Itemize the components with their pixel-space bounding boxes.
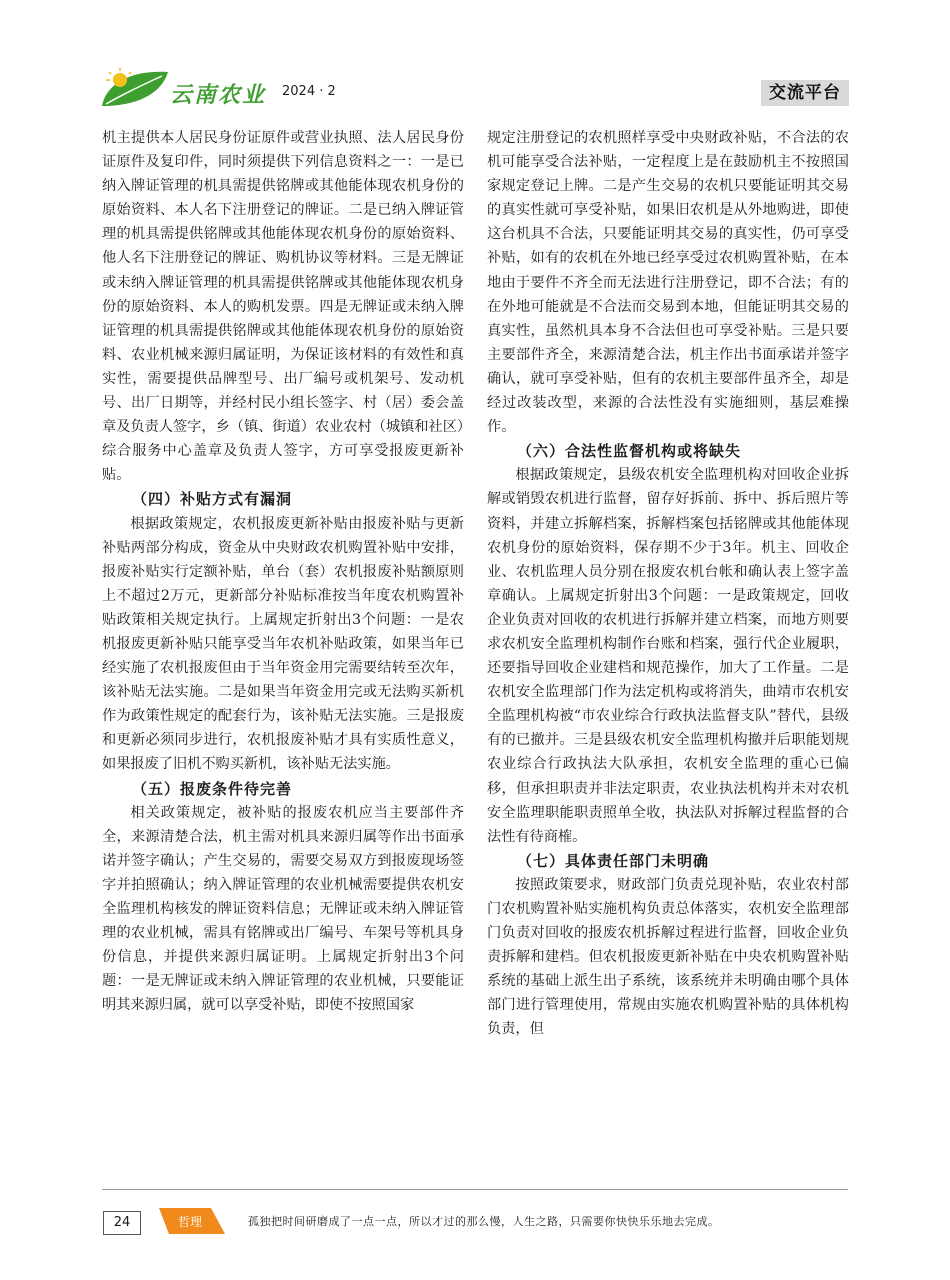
section-heading: （六）合法性监督机构或将缺失 bbox=[517, 442, 742, 461]
body-paragraph: 相关政策规定，被补贴的报废农机应当主要部件齐全，来源清楚合法，机主需对机具来源归属等作出书面承诺并签字确认；产生交易的，需要交易双方到报废现场签字并拍照确认；纳入牌证管理的农业机械需要提供农机安全监理机构核发的牌证资料信息；无牌证或未纳入牌证管理的农业机械，需具有铭牌或出厂编号、车架号等机具身份信息，并提供来源归属证明。上属规定折射出3个问题：一是无牌证或未纳入牌证管理的农业机械，只要能证明其来源归属，就可以享受补贴，即使不按照国家 bbox=[102, 804, 464, 1014]
page-header bbox=[0, 0, 950, 120]
issue-number: 2024 · 2 bbox=[282, 84, 336, 99]
body-paragraph: 根据政策规定，县级农机安全监理机构对回收企业拆解或销毁农机进行监督，留存好拆前、拆中、拆后照片等资料，并建立拆解档案，拆解档案包括铭牌或其他能体现农机身份的原始资料，保存期不少于3年。机主、回收企业、农机监理人员分别在报废农机台帐和确认表上签字盖章确认。上属规定折射出3个问题：一是政策规定，回收企业负责对回收的农机进行拆解并建立档案，而地方则要求农机安全监理机构制作台账和档案，强行代企业履职，还要指导回收企业建档和规范操作，加大了工作量。二是农机安全监理部门作为法定机构或将消失，曲靖市农机安全监理机构被“市农业综合行政执法监督支队”替代，县级有的已撤并。三是县级农机安全监理机构撤并后职能划规农业综合行政执法大队承担，农机安全监理的重心已偏移，但承担职责并非法定职责，农业执法机构并未对农机安全监理职能职责照单全收，执法队对拆解过程监督的合法性有待商榷。 bbox=[487, 467, 849, 845]
page-number: 24 bbox=[103, 1211, 141, 1235]
left-text-column bbox=[102, 126, 464, 1017]
body-paragraph: 按照政策要求，财政部门负责兑现补贴，农业农村部门农机购置补贴实施机构负责总体落实，农机安全监理部门负责对回收的报废农机拆解过程进行监督，回收企业负责拆解和建档。但农机报废更新补贴在中央农机购置补贴系统的基础上派生出子系统，该系统并未明确由哪个具体部门进行管理使用，常规由实施农机购置补贴的具体机构负责，但 bbox=[487, 876, 849, 1038]
column-title: 交流平台 bbox=[761, 80, 849, 106]
footer-divider bbox=[102, 1189, 848, 1190]
section-heading: （七）具体责任部门未明确 bbox=[517, 851, 710, 870]
footer-motto: 孤独把时间研磨成了一点一点，所以才过的那么慢，人生之路，只需要你快快乐乐地去完成。 bbox=[248, 1215, 720, 1228]
section-label: 哲理 bbox=[178, 1215, 203, 1229]
sun-leaf-logo-icon bbox=[100, 66, 170, 108]
right-text-column bbox=[487, 126, 849, 1042]
body-paragraph: 根据政策规定，农机报废更新补贴由报废补贴与更新补贴两部分构成，资金从中央财政农机购置补贴中安排，报废补贴实行定额补贴，单台（套）农机报废补贴额原则上不超过2万元，更新部分补贴标准按当年度农机购置补贴政策相关规定执行。上属规定折射出3个问题：一是农机报废更新补贴只能享受当年农机补贴政策，如果当年已经实施了农机报废但由于当年资金用完需要结转至次年，该补贴无法实施。二是如果当年资金用完或无法购买新机作为政策性规定的配套行为，该补贴无法实施。三是报废和更新必须同步进行，农机报废补贴才具有实质性意义，如果报废了旧机不购买新机，该补贴无法实施。 bbox=[102, 515, 464, 773]
body-paragraph: 规定注册登记的农机照样享受中央财政补贴，不合法的农机可能享受合法补贴，一定程度上是在鼓励机主不按照国家规定登记上牌。二是产生交易的农机只要能证明其交易的真实性就可享受补贴，如果旧农机是从外地购进，即使这台机具不合法，只要能证明其交易的真实性，仍可享受补贴，如有的农机在外地已经享受过农机购置补贴，在本地由于要件不齐全而无法进行注册登记，即不合法；有的在外地可能就是不合法而交易到本地，但能证明其交易的真实性，虽然机具本身不合法但也可享受补贴。三是只要主要部件齐全，来源清楚合法，机主作出书面承诺并签字确认，就可享受补贴，但有的农机主要部件虽齐全，却是经过改装改型，来源的合法性没有实施细则，基层难操作。 bbox=[487, 130, 849, 436]
magazine-name: 云南农业 bbox=[170, 82, 267, 108]
body-paragraph: 机主提供本人居民身份证原件或营业执照、法人居民身份证原件及复印件，同时须提供下列信息资料之一：一是已纳入牌证管理的机具需提供铭牌或其他能体现农机身份的原始资料、本人名下注册登记的牌证。二是已纳入牌证管理的机具需提供铭牌或其他能体现农机身份的原始资料、他人名下注册登记的牌证、购机协议等材料。三是无牌证或未纳入牌证管理的机具需提供铭牌或其他能体现农机身份的原始资料、本人的购机发票。四是无牌证或未纳入牌证管理的机具需提供铭牌或其他能体现农机身份的原始资料、农业机械来源归属证明，为保证该材料的有效性和真实性，需要提供品牌型号、出厂编号或机架号、发动机号、出厂日期等，并经村民小组长签字、村（居）委会盖章及负责人签字，乡（镇、街道）农业农村（城镇和社区）综合服务中心盖章及负责人签字，方可享受报废更新补贴。 bbox=[102, 130, 464, 484]
section-heading: （四）补贴方式有漏洞 bbox=[132, 490, 293, 509]
section-heading: （五）报废条件待完善 bbox=[132, 779, 293, 798]
